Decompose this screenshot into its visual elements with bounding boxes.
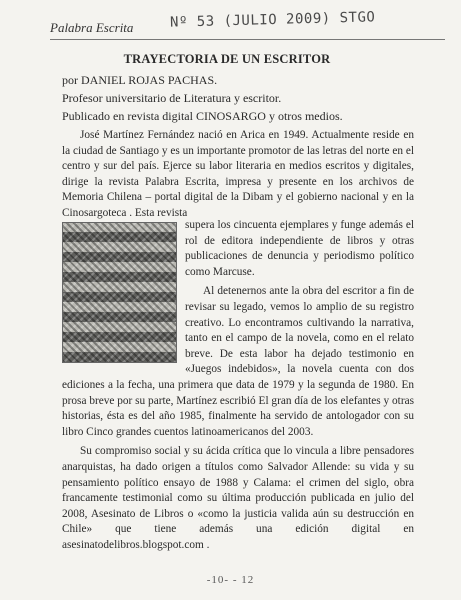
article-body xyxy=(62,218,414,553)
intro-paragraph: José Martínez Fernández nació en Arica en 1949. Actualmente reside en la ciudad de Santiago y es un importante promotor de las letras del norte en el centro y sur del país. Ejerce su labor literaria en medios escritos y digitales, dirige la revista Palabra Escrita, impresa y presente en los archivos de Memoria Chilena – portal digital de la Dibam y el gobierno nacional y en la Cinosargoteca . Esta revista xyxy=(62,129,414,219)
handwritten-note: Nº 53 (JULIO 2009) STGO xyxy=(169,9,376,31)
page-header xyxy=(50,10,445,40)
article-byline xyxy=(62,71,343,125)
paragraph-3: Su compromiso social y su ácida crítica que lo vincula a libre pensadores anarquistas, ha dado origen a títulos como Salvador Allende: su vida y su pensamiento político ensayo de 1988 y Calama: el crimen del siglo, obra francamente testimonial como su última producción publicada en julio del 2008, Asesinato de Libros o «como la justicia valida aún su destrucción en Chile» que tiene además una edición digital en asesinatodelibros.blogspot.com . xyxy=(62,445,414,551)
byline-role: Profesor universitario de Literatura y escritor. xyxy=(62,91,282,105)
article-title: TRAYECTORIA DE UN ESCRITOR xyxy=(123,52,331,66)
byline-publication: Publicado en revista digital CINOSARGO y otros medios. xyxy=(62,109,343,123)
page-number: -10- - 12 xyxy=(206,574,255,586)
byline-author: por DANIEL ROJAS PACHAS. xyxy=(62,73,218,87)
article-intro xyxy=(62,128,414,222)
intro-continuation: supera los cincuenta ejemplares y funge además el rol de editora independiente de libros y otras publicaciones de denuncia y periodismo político como Marcuse. xyxy=(185,219,414,278)
header-rule xyxy=(50,39,445,40)
author-photo xyxy=(62,222,177,363)
paragraph-2: Al detenernos ante la obra del escritor a fin de revisar su legado, vemos lo amplio de su registro creativo. Lo encontramos cultivando la narrativa, tanto en el campo de la novela, como en el relato breve. De esta labor ha dejado testimonio en «Juegos indebidos», la novela cuenta con dos ediciones a la fecha, una primera que data de 1979 y la segunda de 1980. En prosa breve por su parte, Martínez escribió El gran día de los elefantes y otras historias, ésta es del año 1985, finalmente ha servido de antologador con su libro Cinco grandes cuentos latinoamericanos del 2003. xyxy=(62,285,414,438)
publication-name: Palabra Escrita xyxy=(50,20,134,35)
